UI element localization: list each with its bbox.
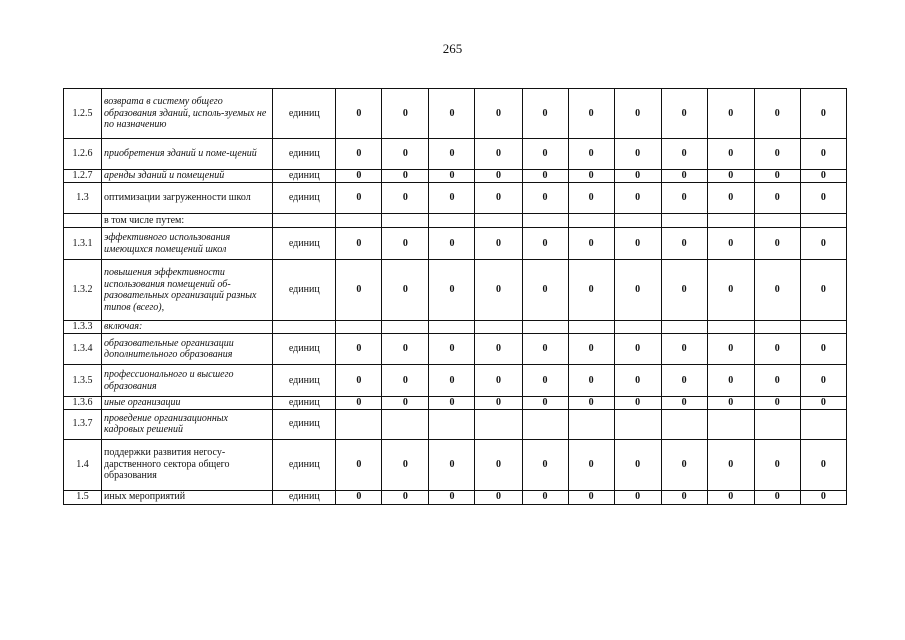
value-cell xyxy=(475,409,522,439)
value-cell xyxy=(568,214,614,228)
value-cell: 0 xyxy=(800,365,846,397)
value-cell: 0 xyxy=(661,183,707,214)
row-unit: единиц xyxy=(273,183,336,214)
row-description: повышения эффективности использования помещений об-разовательных организаций разных типов (всего), xyxy=(102,260,273,321)
value-cell: 0 xyxy=(800,183,846,214)
value-cell: 0 xyxy=(522,490,568,504)
value-cell: 0 xyxy=(382,365,429,397)
value-cell xyxy=(522,321,568,334)
row-unit: единиц xyxy=(273,397,336,410)
table-row xyxy=(64,397,847,410)
row-number: 1.4 xyxy=(64,439,102,490)
value-cell: 0 xyxy=(568,334,614,365)
value-cell: 0 xyxy=(382,397,429,410)
value-cell xyxy=(522,214,568,228)
value-cell: 0 xyxy=(800,439,846,490)
value-cell: 0 xyxy=(522,260,568,321)
value-cell: 0 xyxy=(707,397,754,410)
value-cell xyxy=(429,321,475,334)
value-cell: 0 xyxy=(382,170,429,183)
row-unit: единиц xyxy=(273,439,336,490)
value-cell: 0 xyxy=(429,439,475,490)
value-cell: 0 xyxy=(336,89,382,139)
value-cell: 0 xyxy=(707,365,754,397)
value-cell: 0 xyxy=(707,334,754,365)
value-cell: 0 xyxy=(661,139,707,170)
value-cell: 0 xyxy=(475,228,522,260)
row-description: проведение организационных кадровых решений xyxy=(102,409,273,439)
table-row xyxy=(64,183,847,214)
value-cell: 0 xyxy=(661,89,707,139)
value-cell xyxy=(754,409,800,439)
value-cell: 0 xyxy=(707,139,754,170)
value-cell xyxy=(382,321,429,334)
value-cell: 0 xyxy=(336,260,382,321)
value-cell: 0 xyxy=(429,397,475,410)
value-cell xyxy=(661,409,707,439)
row-unit: единиц xyxy=(273,170,336,183)
value-cell: 0 xyxy=(475,439,522,490)
value-cell: 0 xyxy=(614,397,661,410)
value-cell: 0 xyxy=(336,490,382,504)
value-cell: 0 xyxy=(754,490,800,504)
value-cell: 0 xyxy=(382,183,429,214)
value-cell xyxy=(800,214,846,228)
value-cell: 0 xyxy=(336,439,382,490)
row-unit: единиц xyxy=(273,260,336,321)
row-description: профессионального и высшего образования xyxy=(102,365,273,397)
row-description: оптимизации загруженности школ xyxy=(102,183,273,214)
row-description: образовательные организации дополнительного образования xyxy=(102,334,273,365)
value-cell: 0 xyxy=(522,365,568,397)
row-unit: единиц xyxy=(273,409,336,439)
value-cell xyxy=(429,409,475,439)
value-cell: 0 xyxy=(800,397,846,410)
value-cell xyxy=(568,409,614,439)
table-row xyxy=(64,439,847,490)
table-row xyxy=(64,490,847,504)
row-unit xyxy=(273,214,336,228)
value-cell: 0 xyxy=(800,334,846,365)
value-cell: 0 xyxy=(429,89,475,139)
value-cell: 0 xyxy=(568,260,614,321)
value-cell: 0 xyxy=(614,89,661,139)
table-row xyxy=(64,321,847,334)
row-description: поддержки развития негосу-дарственного сектора общего образования xyxy=(102,439,273,490)
value-cell: 0 xyxy=(800,260,846,321)
value-cell: 0 xyxy=(475,334,522,365)
table-row xyxy=(64,409,847,439)
value-cell: 0 xyxy=(522,439,568,490)
row-description: приобретения зданий и поме-щений xyxy=(102,139,273,170)
row-unit: единиц xyxy=(273,228,336,260)
value-cell: 0 xyxy=(754,365,800,397)
page-number: 265 xyxy=(442,41,463,56)
value-cell: 0 xyxy=(661,490,707,504)
row-number xyxy=(64,214,102,228)
value-cell: 0 xyxy=(614,183,661,214)
value-cell: 0 xyxy=(429,334,475,365)
row-number: 1.3.2 xyxy=(64,260,102,321)
value-cell xyxy=(707,214,754,228)
row-number: 1.3.4 xyxy=(64,334,102,365)
value-cell xyxy=(382,214,429,228)
value-cell: 0 xyxy=(754,139,800,170)
value-cell: 0 xyxy=(754,334,800,365)
value-cell: 0 xyxy=(475,260,522,321)
value-cell: 0 xyxy=(522,228,568,260)
value-cell: 0 xyxy=(568,365,614,397)
value-cell: 0 xyxy=(429,228,475,260)
value-cell: 0 xyxy=(754,260,800,321)
row-number: 1.2.7 xyxy=(64,170,102,183)
value-cell: 0 xyxy=(661,228,707,260)
table-row xyxy=(64,365,847,397)
value-cell: 0 xyxy=(382,439,429,490)
value-cell xyxy=(336,214,382,228)
row-number: 1.2.6 xyxy=(64,139,102,170)
value-cell xyxy=(336,409,382,439)
value-cell: 0 xyxy=(661,260,707,321)
value-cell: 0 xyxy=(336,397,382,410)
value-cell: 0 xyxy=(568,170,614,183)
value-cell: 0 xyxy=(661,365,707,397)
value-cell xyxy=(614,321,661,334)
value-cell xyxy=(336,321,382,334)
row-description: возврата в систему общего образования зданий, исполь-зуемых не по назначению xyxy=(102,89,273,139)
row-unit xyxy=(273,321,336,334)
value-cell: 0 xyxy=(382,490,429,504)
value-cell: 0 xyxy=(475,397,522,410)
row-number: 1.2.5 xyxy=(64,89,102,139)
value-cell xyxy=(661,321,707,334)
value-cell: 0 xyxy=(614,334,661,365)
value-cell: 0 xyxy=(522,334,568,365)
value-cell: 0 xyxy=(336,228,382,260)
value-cell: 0 xyxy=(382,228,429,260)
value-cell: 0 xyxy=(429,365,475,397)
value-cell: 0 xyxy=(614,139,661,170)
row-description: включая: xyxy=(102,321,273,334)
value-cell xyxy=(661,214,707,228)
value-cell: 0 xyxy=(800,139,846,170)
value-cell: 0 xyxy=(475,89,522,139)
value-cell: 0 xyxy=(429,170,475,183)
value-cell: 0 xyxy=(382,334,429,365)
value-cell: 0 xyxy=(429,260,475,321)
row-number: 1.3.6 xyxy=(64,397,102,410)
row-unit: единиц xyxy=(273,365,336,397)
value-cell: 0 xyxy=(568,397,614,410)
value-cell: 0 xyxy=(475,365,522,397)
value-cell: 0 xyxy=(614,365,661,397)
table-row xyxy=(64,89,847,139)
table-row xyxy=(64,170,847,183)
data-table xyxy=(63,88,847,505)
value-cell xyxy=(614,214,661,228)
value-cell: 0 xyxy=(522,183,568,214)
value-cell: 0 xyxy=(614,490,661,504)
value-cell: 0 xyxy=(614,170,661,183)
table-row xyxy=(64,228,847,260)
value-cell xyxy=(382,409,429,439)
value-cell: 0 xyxy=(661,439,707,490)
value-cell: 0 xyxy=(707,89,754,139)
value-cell xyxy=(475,214,522,228)
value-cell: 0 xyxy=(475,490,522,504)
row-description: иных мероприятий xyxy=(102,490,273,504)
value-cell: 0 xyxy=(800,170,846,183)
value-cell: 0 xyxy=(568,183,614,214)
table-body xyxy=(64,89,847,505)
value-cell: 0 xyxy=(475,139,522,170)
value-cell: 0 xyxy=(707,490,754,504)
row-number: 1.3.7 xyxy=(64,409,102,439)
value-cell: 0 xyxy=(661,334,707,365)
value-cell: 0 xyxy=(800,228,846,260)
row-unit: единиц xyxy=(273,490,336,504)
value-cell xyxy=(707,321,754,334)
value-cell: 0 xyxy=(614,228,661,260)
value-cell: 0 xyxy=(568,490,614,504)
value-cell: 0 xyxy=(336,365,382,397)
value-cell: 0 xyxy=(800,490,846,504)
value-cell: 0 xyxy=(568,228,614,260)
value-cell xyxy=(707,409,754,439)
value-cell xyxy=(429,214,475,228)
value-cell: 0 xyxy=(475,170,522,183)
value-cell: 0 xyxy=(475,183,522,214)
value-cell: 0 xyxy=(754,228,800,260)
row-description: в том числе путем: xyxy=(102,214,273,228)
value-cell: 0 xyxy=(568,139,614,170)
value-cell xyxy=(475,321,522,334)
value-cell: 0 xyxy=(336,183,382,214)
row-unit: единиц xyxy=(273,139,336,170)
value-cell: 0 xyxy=(336,334,382,365)
value-cell: 0 xyxy=(614,439,661,490)
value-cell: 0 xyxy=(614,260,661,321)
value-cell xyxy=(754,321,800,334)
value-cell: 0 xyxy=(707,260,754,321)
row-description: эффективного использования имеющихся помещений школ xyxy=(102,228,273,260)
table-row xyxy=(64,139,847,170)
row-number: 1.3.1 xyxy=(64,228,102,260)
row-description: аренды зданий и помещений xyxy=(102,170,273,183)
value-cell xyxy=(614,409,661,439)
value-cell: 0 xyxy=(707,228,754,260)
value-cell xyxy=(568,321,614,334)
value-cell: 0 xyxy=(661,397,707,410)
value-cell: 0 xyxy=(429,139,475,170)
value-cell: 0 xyxy=(754,397,800,410)
value-cell: 0 xyxy=(707,170,754,183)
row-number: 1.3.5 xyxy=(64,365,102,397)
value-cell: 0 xyxy=(522,139,568,170)
value-cell: 0 xyxy=(429,183,475,214)
value-cell: 0 xyxy=(382,89,429,139)
value-cell: 0 xyxy=(336,139,382,170)
table-row xyxy=(64,260,847,321)
table-row xyxy=(64,334,847,365)
value-cell: 0 xyxy=(754,439,800,490)
table-row xyxy=(64,214,847,228)
value-cell: 0 xyxy=(522,397,568,410)
value-cell: 0 xyxy=(522,170,568,183)
value-cell: 0 xyxy=(429,490,475,504)
value-cell: 0 xyxy=(754,89,800,139)
row-description: иные организации xyxy=(102,397,273,410)
value-cell xyxy=(522,409,568,439)
value-cell: 0 xyxy=(707,439,754,490)
row-unit: единиц xyxy=(273,334,336,365)
row-number: 1.5 xyxy=(64,490,102,504)
value-cell: 0 xyxy=(382,260,429,321)
value-cell xyxy=(754,214,800,228)
value-cell: 0 xyxy=(382,139,429,170)
value-cell: 0 xyxy=(754,170,800,183)
row-number: 1.3.3 xyxy=(64,321,102,334)
value-cell xyxy=(800,321,846,334)
value-cell: 0 xyxy=(568,439,614,490)
value-cell: 0 xyxy=(661,170,707,183)
value-cell: 0 xyxy=(800,89,846,139)
value-cell: 0 xyxy=(754,183,800,214)
value-cell: 0 xyxy=(522,89,568,139)
row-number: 1.3 xyxy=(64,183,102,214)
row-unit: единиц xyxy=(273,89,336,139)
value-cell: 0 xyxy=(568,89,614,139)
value-cell xyxy=(800,409,846,439)
value-cell: 0 xyxy=(707,183,754,214)
value-cell: 0 xyxy=(336,170,382,183)
